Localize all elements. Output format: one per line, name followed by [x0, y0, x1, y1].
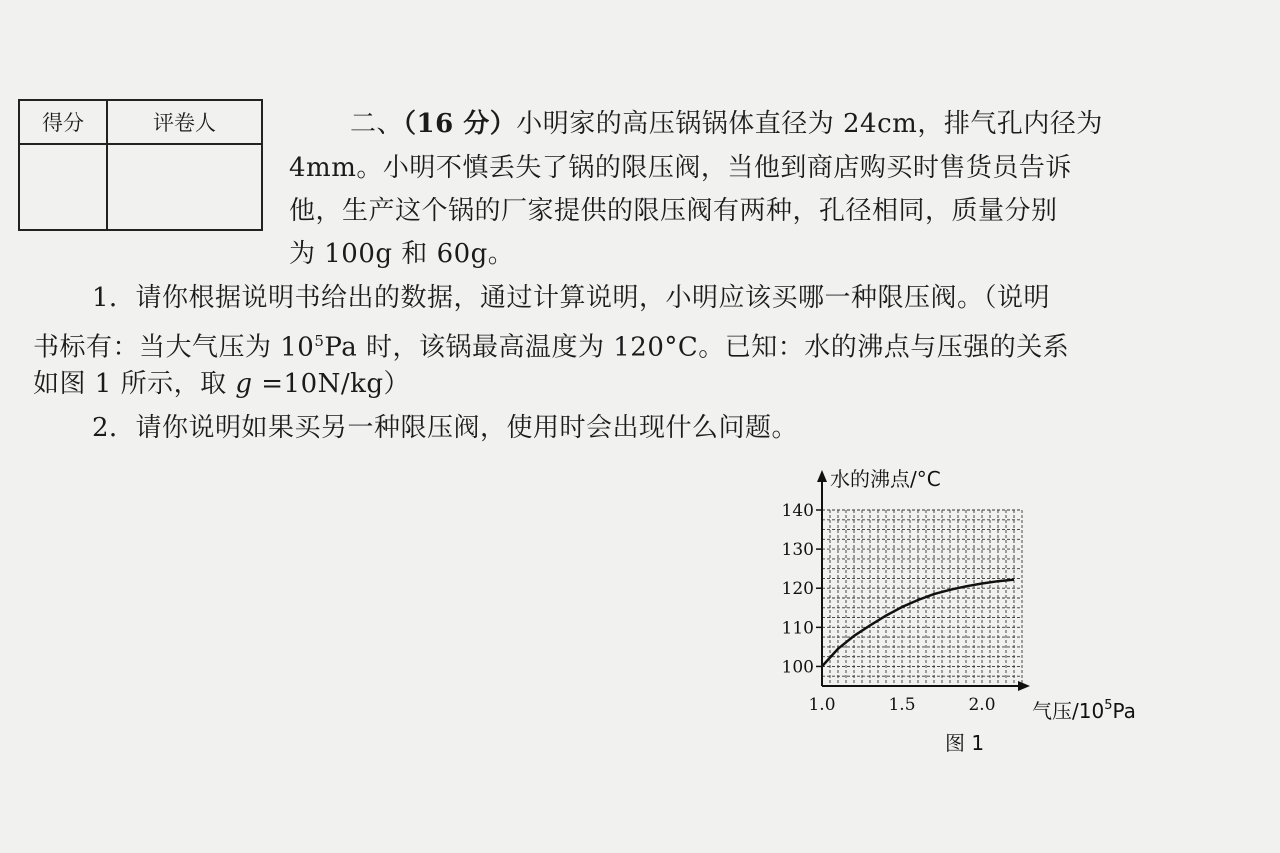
y-tick-label: 120 — [781, 579, 814, 600]
sub1-line-3b: =10N/kg） — [252, 369, 411, 399]
sub1-exponent: 5 — [314, 332, 325, 350]
sub1-line-3 — [33, 368, 410, 400]
chart-svg — [760, 460, 1180, 760]
grader-cell[interactable] — [108, 145, 261, 229]
x-tick-label: 2.0 — [968, 695, 996, 715]
chart-title: 图 1 — [945, 731, 985, 755]
gravity-symbol: g — [235, 369, 253, 399]
y-tick-label: 130 — [781, 540, 814, 561]
y-tick-label: 110 — [781, 618, 814, 639]
sub1-line-1: 1．请你根据说明书给出的数据，通过计算说明，小明应该买哪一种限压阀。（说明 — [92, 283, 1051, 313]
sub1-line-2a: 书标有：当大气压为 10 — [33, 332, 315, 363]
sub1-line-3a: 如图 1 所示，取 — [33, 369, 236, 399]
y-tick-label: 140 — [781, 501, 814, 521]
xlabel-exp: 5 — [1104, 698, 1113, 713]
question-line-2: 4mm。小明不慎丢失了锅的限压阀，当他到商店购买时售货员告诉 — [289, 153, 1072, 183]
xlabel-base: 气压/10 — [1032, 699, 1105, 723]
x-axis-arrow — [1018, 681, 1030, 691]
sub2-line-1: 2．请你说明如果买另一种限压阀，使用时会出现什么问题。 — [92, 413, 799, 443]
chart-ylabel: 水的沸点/°C — [830, 467, 941, 491]
chart-xlabel — [1032, 698, 1136, 723]
score-cell[interactable] — [20, 145, 108, 229]
question-points: （16 分） — [403, 109, 517, 139]
question-text-1: 小明家的高压锅锅体直径为 24cm，排气孔内径为 — [516, 109, 1103, 139]
grader-header: 评卷人 — [108, 101, 261, 145]
question-number: 二、 — [350, 109, 404, 139]
sub1-line-2b: Pa 时，该锅最高温度为 120°C。已知：水的沸点与压强的关系 — [324, 332, 1070, 363]
question-line-4: 为 100g 和 60g。 — [289, 239, 515, 269]
question-line-3: 他，生产这个锅的厂家提供的限压阀有两种，孔径相同，质量分别 — [289, 196, 1058, 226]
score-header: 得分 — [20, 101, 108, 145]
x-tick-label: 1.0 — [808, 695, 836, 715]
sub1-line-2 — [33, 325, 1069, 364]
x-tick-label: 1.5 — [888, 695, 916, 715]
score-table — [18, 99, 263, 231]
boiling-point-chart — [760, 460, 1180, 760]
y-axis-arrow — [817, 470, 827, 482]
y-tick-label: 100 — [781, 657, 814, 678]
xlabel-unit: Pa — [1112, 699, 1136, 723]
question-line-1 — [350, 108, 1103, 140]
